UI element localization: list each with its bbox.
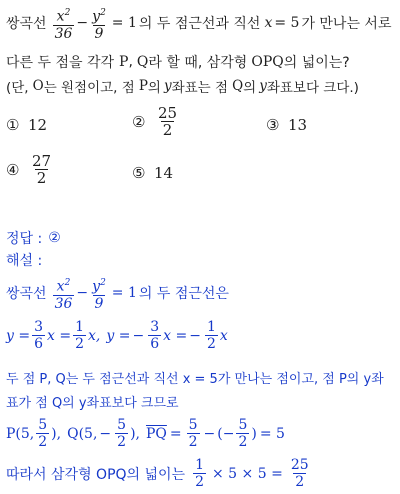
option-2[interactable]: ② $\frac{25}{2}$ <box>132 104 178 139</box>
fraction-x2-36: $\frac{x^2}{36}$ <box>54 8 73 42</box>
fraction-y2-9: $\frac{y^2}{9}$ <box>92 8 106 42</box>
explanation-line-4: 표가 점 Q의 y좌표보다 크므로 <box>6 396 179 411</box>
problem-line-1: 쌍곡선 $\frac{x^2}{36}$ − $\frac{y^2}{9}$ = 1 의 두 점근선과 직선 x = 5 가 만나는 서로 <box>6 8 392 42</box>
explanation-line-1: 쌍곡선 $\frac{x^2}{36}$ − $\frac{y^2}{9}$ = 1 의 두 점근선은 <box>6 278 229 312</box>
problem-line-2: 다른 두 점을 각각 P , Q 라 할 때, 삼각형 OPQ 의 넓이는? <box>6 54 350 71</box>
explanation-line-3: 두 점 P, Q는 두 점근선과 직선 x = 5가 만나는 점이고, 점 P의 y좌 <box>6 372 384 387</box>
option-5[interactable]: ⑤ 14 <box>132 164 174 182</box>
option-4[interactable]: ④ $\frac{27}{2}$ <box>6 152 52 187</box>
option-3[interactable]: ③ 13 <box>266 116 308 134</box>
conclusion-line: 따라서 삼각형 OPQ의 넓이는 $\frac{1}{2}$ × 5 × 5 = $\frac{25}{2}$ <box>6 457 309 490</box>
problem-line-3: (단, O 는 원점이고, 점 P 의 y 좌표는 점 Q 의 y 좌표보다 크다.) <box>6 78 359 96</box>
option-1[interactable]: ① 12 <box>6 116 48 134</box>
explanation-label: 해설 : <box>6 253 43 269</box>
answer-line: 정답 : ② <box>6 230 61 247</box>
points-line: P (5, $\frac{5}{2}$ ), Q (5, − $\frac{5}{2}$ ), $\overline{PQ}$ = $\frac{5}{2}$ − (− $\frac{5}{2}$ ) = 5 <box>6 417 285 450</box>
problem-text: 쌍곡선 <box>6 16 47 33</box>
asymptotes-line: y = $\frac{3}{6}$ x = $\frac{1}{2}$ x, y = − $\frac{3}{6}$ x = − $\frac{1}{2}$ x <box>6 319 228 352</box>
